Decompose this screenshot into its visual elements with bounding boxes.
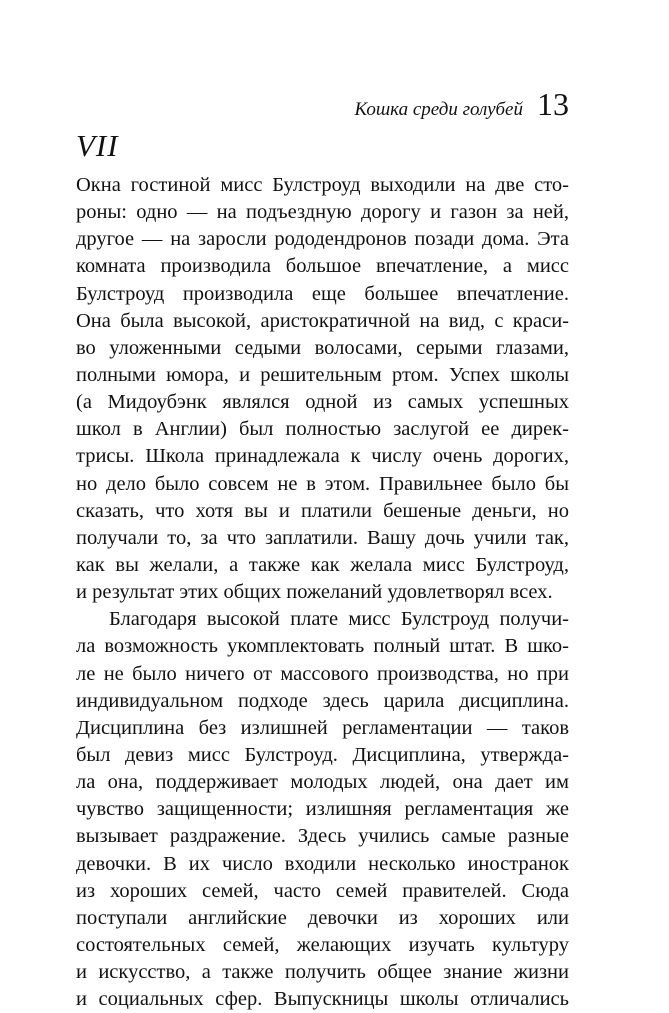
text-line: Дисциплина без излишней регламентации — таков bbox=[76, 716, 569, 739]
text-line: сказать, что хотя вы и платили бешеные деньги, но bbox=[76, 499, 569, 522]
text-line: поступали английские девочки из хороших или bbox=[76, 906, 569, 929]
text-line: был девиз мисс Булстроуд. Дисциплина, утвержда- bbox=[76, 743, 569, 766]
text-line: и искусство, а также получить общее знание жизни bbox=[76, 961, 569, 984]
text-line: ле не было ничего от массового производства, но при bbox=[76, 662, 569, 685]
text-line: ла она, поддерживает молодых людей, она дает им bbox=[76, 771, 569, 794]
text-line: девочки. В их число входили несколько иностранок bbox=[76, 852, 569, 875]
paragraph-first-line: Благодаря высокой плате мисс Булстроуд получи- bbox=[109, 608, 569, 631]
text-line: полными юмора, и решительным ртом. Успех школы bbox=[76, 363, 569, 386]
text-line: но дело было совсем не в этом. Правильнее было бы bbox=[76, 472, 569, 495]
text-line: другое — на заросли рододендронов позади дома. Эта bbox=[76, 228, 569, 251]
chapter-heading: VII bbox=[76, 128, 119, 163]
text-line: и социальных сфер. Выпускницы школы отличались bbox=[76, 988, 569, 1011]
text-line: из хороших семей, часто семей правителей. Сюда bbox=[76, 879, 569, 902]
text-line: комната производила большое впечатление, а мисс bbox=[76, 255, 569, 278]
page-number: 13 bbox=[537, 86, 569, 122]
text-line: школ в Англии) был полностью заслугой ее дирек- bbox=[76, 418, 569, 441]
running-title: Кошка среди голубей bbox=[354, 99, 523, 120]
paragraph-last-line: и результат этих общих пожеланий удовлетворял всех. bbox=[76, 581, 553, 604]
text-line: во уложенными седыми волосами, серыми глазами, bbox=[76, 336, 569, 359]
text-line: Окна гостиной мисс Булстроуд выходили на две сто- bbox=[76, 174, 569, 196]
running-head bbox=[354, 86, 569, 123]
text-line: ла возможность укомплектовать полный штат. В шко- bbox=[76, 635, 569, 658]
text-line: состоятельных семей, желающих изучать культуру bbox=[76, 933, 569, 956]
text-line: (а Мидоубэнк являлся одной из самых успешных bbox=[76, 391, 569, 414]
body-text bbox=[76, 172, 569, 1013]
text-line: Булстроуд производила еще большее впечатление. bbox=[76, 282, 569, 305]
text-line: роны: одно — на подъездную дорогу и газон за ней, bbox=[76, 201, 569, 224]
text-line: как вы желали, а также как желала мисс Булстроуд, bbox=[76, 553, 569, 576]
text-line: индивидуальном подходе здесь царила дисциплина. bbox=[76, 689, 569, 712]
text-line: вызывает раздражение. Здесь учились самые разные bbox=[76, 825, 569, 848]
text-line: чувство защищенности; излишняя регламентация же bbox=[76, 798, 569, 821]
text-line: Она была высокой, аристократичной на вид, с краси- bbox=[76, 309, 569, 332]
text-line: трисы. Школа принадлежала к числу очень дорогих, bbox=[76, 445, 569, 468]
text-line: получали то, за что заплатили. Вашу дочь учили так, bbox=[76, 526, 569, 549]
